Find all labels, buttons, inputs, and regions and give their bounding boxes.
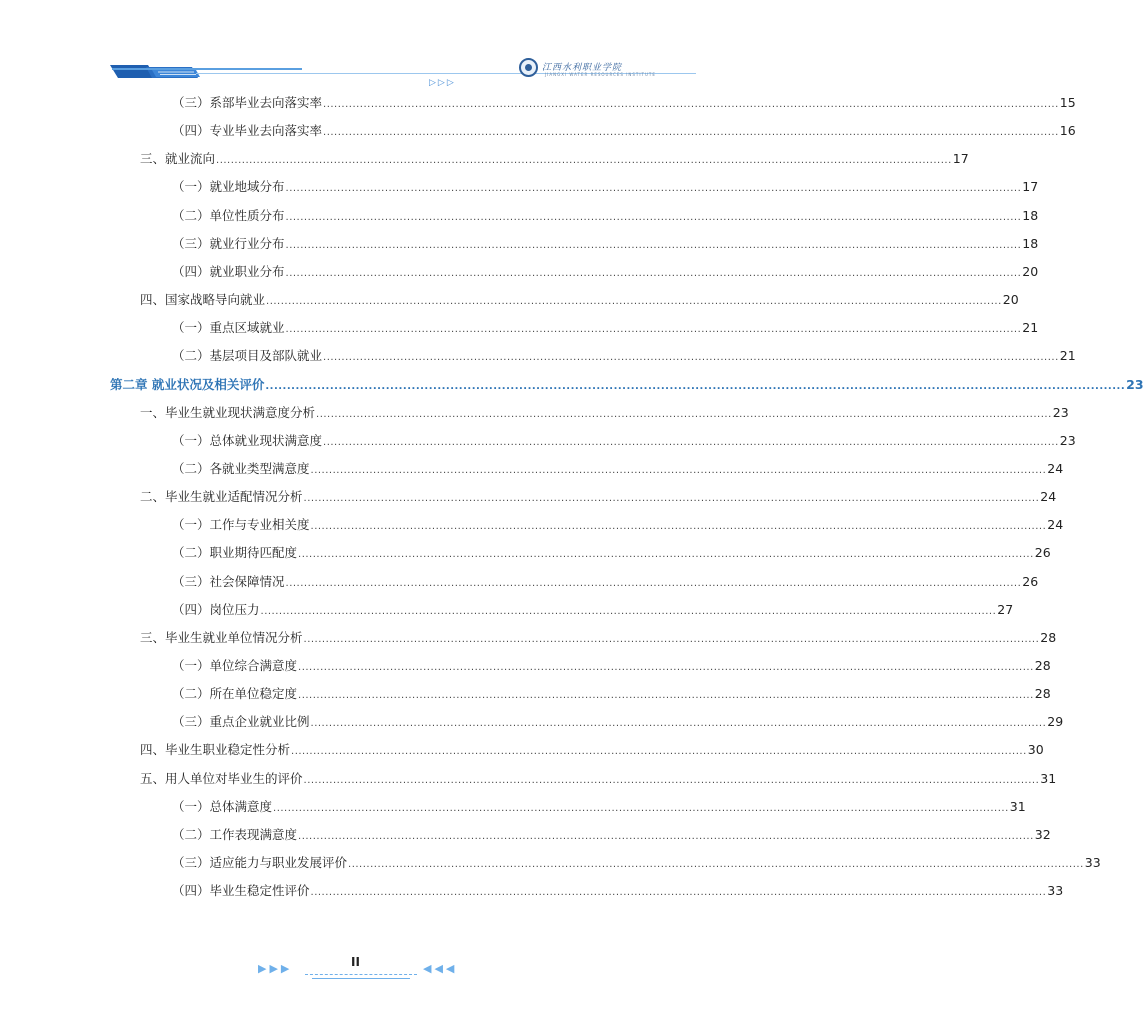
toc-entry-label: （四）毕业生稳定性评价 — [172, 883, 310, 899]
header-stripe-graphic — [108, 61, 204, 81]
toc-entry-label: （一）工作与专业相关度 — [172, 517, 310, 533]
toc-entry-label: （一）就业地域分布 — [172, 179, 285, 195]
toc-section-entry[interactable] — [140, 770, 1057, 788]
header-arrows: ▷▷▷ — [429, 78, 456, 88]
toc-subsection-entry[interactable] — [172, 657, 1051, 675]
toc-subsection-entry[interactable] — [172, 235, 1039, 253]
toc-dot-leader: ........................................................................................................................................................................................................ — [323, 127, 1059, 139]
toc-entry-label: （一）总体就业现状满意度 — [172, 432, 323, 448]
toc-entry-page-number: 17 — [952, 151, 969, 167]
toc-subsection-entry[interactable] — [172, 573, 1039, 591]
toc-dot-leader: ........................................................................................................................................................................................................ — [303, 774, 1040, 786]
toc-section-entry[interactable] — [140, 150, 969, 168]
toc-subsection-entry[interactable] — [172, 122, 1076, 140]
toc-entry-label: （二）单位性质分布 — [172, 207, 285, 223]
toc-entry-page-number: 23 — [1052, 404, 1069, 420]
toc-section-entry[interactable] — [140, 404, 1069, 422]
toc-entry-page-number: 31 — [1009, 798, 1026, 814]
toc-entry-page-number: 28 — [1034, 686, 1051, 702]
toc-subsection-entry[interactable] — [172, 826, 1051, 844]
toc-subsection-entry[interactable] — [172, 854, 1101, 872]
toc-entry-label: （二）职业期待匹配度 — [172, 545, 298, 561]
toc-subsection-entry[interactable] — [172, 178, 1039, 196]
toc-entry-page-number: 26 — [1034, 545, 1051, 561]
toc-entry-label: （四）就业职业分布 — [172, 263, 285, 279]
footer-left-arrows: ▶▶▶ — [258, 962, 293, 975]
toc-entry-page-number: 23 — [1126, 376, 1144, 392]
toc-dot-leader: ........................................................................................................................................................................................................ — [298, 690, 1034, 702]
toc-entry-page-number: 21 — [1022, 320, 1039, 336]
toc-entry-label: （四）专业毕业去向落实率 — [172, 123, 323, 139]
footer-dashed-line — [305, 974, 417, 975]
toc-entry-label: 一、毕业生就业现状满意度分析 — [140, 404, 316, 420]
toc-entry-page-number: 33 — [1047, 883, 1064, 899]
toc-dot-leader: ........................................................................................................................................................................................................ — [298, 830, 1034, 842]
toc-dot-leader: ........................................................................................................................................................................................................ — [298, 549, 1034, 561]
college-logo-icon — [519, 58, 538, 77]
toc-entry-page-number: 24 — [1040, 489, 1057, 505]
toc-dot-leader: ........................................................................................................................................................................................................ — [216, 155, 952, 167]
toc-entry-page-number: 31 — [1040, 770, 1057, 786]
toc-dot-leader: ........................................................................................................................................................................................................ — [285, 211, 1022, 223]
toc-dot-leader: ........................................................................................................................................................................................................ — [310, 718, 1047, 730]
toc-subsection-entry[interactable] — [172, 798, 1026, 816]
toc-subsection-entry[interactable] — [172, 685, 1051, 703]
toc-entry-page-number: 33 — [1084, 855, 1101, 870]
toc-dot-leader: ........................................................................................................................................................................................................ — [303, 493, 1040, 505]
toc-entry-label: （二）基层项目及部队就业 — [172, 348, 323, 364]
header-line-primary — [112, 68, 302, 70]
toc-entry-page-number: 26 — [1022, 573, 1039, 589]
toc-entry-label: （三）适应能力与职业发展评价 — [172, 855, 348, 870]
toc-dot-leader: ........................................................................................................................................................................................................ — [285, 267, 1022, 279]
toc-subsection-entry[interactable] — [172, 319, 1039, 337]
toc-dot-leader: ........................................................................................................................................................................................................ — [285, 239, 1022, 251]
toc-entry-label: 三、就业流向 — [140, 151, 216, 167]
toc-entry-label: 二、毕业生就业适配情况分析 — [140, 489, 303, 505]
toc-dot-leader: ........................................................................................................................................................................................................ — [273, 802, 1009, 814]
toc-dot-leader: ........................................................................................................................................................................................................ — [266, 296, 1002, 307]
toc-entry-label: 四、国家战略导向就业 — [140, 292, 266, 307]
toc-section-entry[interactable] — [140, 629, 1057, 647]
toc-entry-label: （二）工作表现满意度 — [172, 826, 298, 842]
toc-entry-label: （一）总体满意度 — [172, 798, 273, 814]
footer-solid-line — [312, 978, 410, 979]
toc-section-entry[interactable] — [140, 291, 1019, 309]
toc-entry-page-number: 29 — [1047, 714, 1064, 730]
toc-subsection-entry[interactable] — [172, 347, 1076, 365]
toc-entry-label: （三）社会保障情况 — [172, 573, 285, 589]
toc-dot-leader: ........................................................................................................................................................................................................ — [323, 352, 1059, 364]
page-number: II — [351, 955, 360, 969]
toc-entry-label: 四、毕业生职业稳定性分析 — [140, 742, 291, 758]
toc-entry-page-number: 32 — [1034, 826, 1051, 842]
toc-subsection-entry[interactable] — [172, 516, 1064, 534]
toc-subsection-entry[interactable] — [172, 207, 1039, 225]
toc-dot-leader: ........................................................................................................................................................................................................ — [298, 662, 1034, 673]
toc-entry-page-number: 20 — [1022, 263, 1039, 279]
toc-dot-leader: ........................................................................................................................................................................................................ — [303, 633, 1040, 645]
toc-subsection-entry[interactable] — [172, 713, 1064, 731]
toc-entry-page-number: 24 — [1047, 517, 1064, 533]
toc-dot-leader: ........................................................................................................................................................................................................ — [285, 577, 1022, 589]
toc-entry-label: 三、毕业生就业单位情况分析 — [140, 629, 303, 645]
toc-section-entry[interactable] — [140, 741, 1044, 759]
toc-entry-label: （一）单位综合满意度 — [172, 658, 298, 673]
toc-subsection-entry[interactable] — [172, 94, 1076, 112]
toc-subsection-entry[interactable] — [172, 544, 1051, 562]
toc-dot-leader: ........................................................................................................................................................................................................ — [316, 408, 1052, 420]
toc-entry-page-number: 17 — [1022, 179, 1039, 195]
toc-entry-label: （一）重点区域就业 — [172, 320, 285, 336]
toc-entry-page-number: 15 — [1059, 95, 1076, 110]
toc-entry-page-number: 16 — [1059, 123, 1076, 139]
toc-entry-page-number: 27 — [997, 601, 1014, 617]
toc-dot-leader: ........................................................................................................................................................................................................ — [323, 99, 1059, 110]
toc-entry-page-number: 24 — [1047, 460, 1064, 476]
toc-dot-leader: ........................................................................................................................................................................................................ — [323, 436, 1059, 448]
toc-dot-leader: ........................................................................................................................................................................................................ — [265, 380, 1126, 392]
toc-dot-leader: ........................................................................................................................................................................................................ — [285, 183, 1022, 195]
toc-subsection-entry[interactable] — [172, 432, 1076, 450]
toc-entry-label: 第二章 就业状况及相关评价 — [110, 376, 265, 392]
toc-entry-label: （二）各就业类型满意度 — [172, 460, 310, 476]
toc-dot-leader: ........................................................................................................................................................................................................ — [285, 324, 1022, 336]
toc-dot-leader: ........................................................................................................................................................................................................ — [348, 859, 1084, 870]
toc-subsection-entry[interactable] — [172, 601, 1014, 619]
toc-entry-page-number: 23 — [1059, 432, 1076, 448]
toc-section-entry[interactable] — [140, 488, 1057, 506]
toc-entry-label: （三）重点企业就业比例 — [172, 714, 310, 730]
toc-dot-leader: ........................................................................................................................................................................................................ — [291, 746, 1027, 758]
toc-dot-leader: ........................................................................................................................................................................................................ — [310, 464, 1047, 476]
toc-entry-page-number: 18 — [1022, 235, 1039, 251]
toc-entry-page-number: 21 — [1059, 348, 1076, 364]
toc-entry-label: （二）所在单位稳定度 — [172, 686, 298, 702]
toc-entry-page-number: 20 — [1002, 292, 1019, 307]
toc-subsection-entry[interactable] — [172, 263, 1039, 281]
toc-dot-leader: ........................................................................................................................................................................................................ — [310, 887, 1047, 899]
toc-entry-label: 五、用人单位对毕业生的评价 — [140, 770, 303, 786]
toc-entry-page-number: 30 — [1027, 742, 1044, 758]
toc-dot-leader: ........................................................................................................................................................................................................ — [260, 605, 997, 617]
toc-entry-page-number: 28 — [1040, 629, 1057, 645]
college-logo-text: 江西水利职业学院 — [542, 63, 623, 73]
toc-subsection-entry[interactable] — [172, 882, 1064, 900]
toc-entry-page-number: 28 — [1034, 658, 1051, 673]
toc-entry-label: （三）就业行业分布 — [172, 235, 285, 251]
footer-right-arrows: ◀◀◀ — [423, 962, 458, 975]
college-logo-subtext: JIANGXI WATER RESOURCES INSTITUTE — [545, 72, 656, 77]
toc-entry-page-number: 18 — [1022, 207, 1039, 223]
toc-dot-leader: ........................................................................................................................................................................................................ — [310, 521, 1047, 533]
toc-chapter-entry[interactable] — [110, 376, 1144, 394]
toc-entry-label: （四）岗位压力 — [172, 601, 260, 617]
toc-subsection-entry[interactable] — [172, 460, 1064, 478]
toc-entry-label: （三）系部毕业去向落实率 — [172, 95, 323, 110]
